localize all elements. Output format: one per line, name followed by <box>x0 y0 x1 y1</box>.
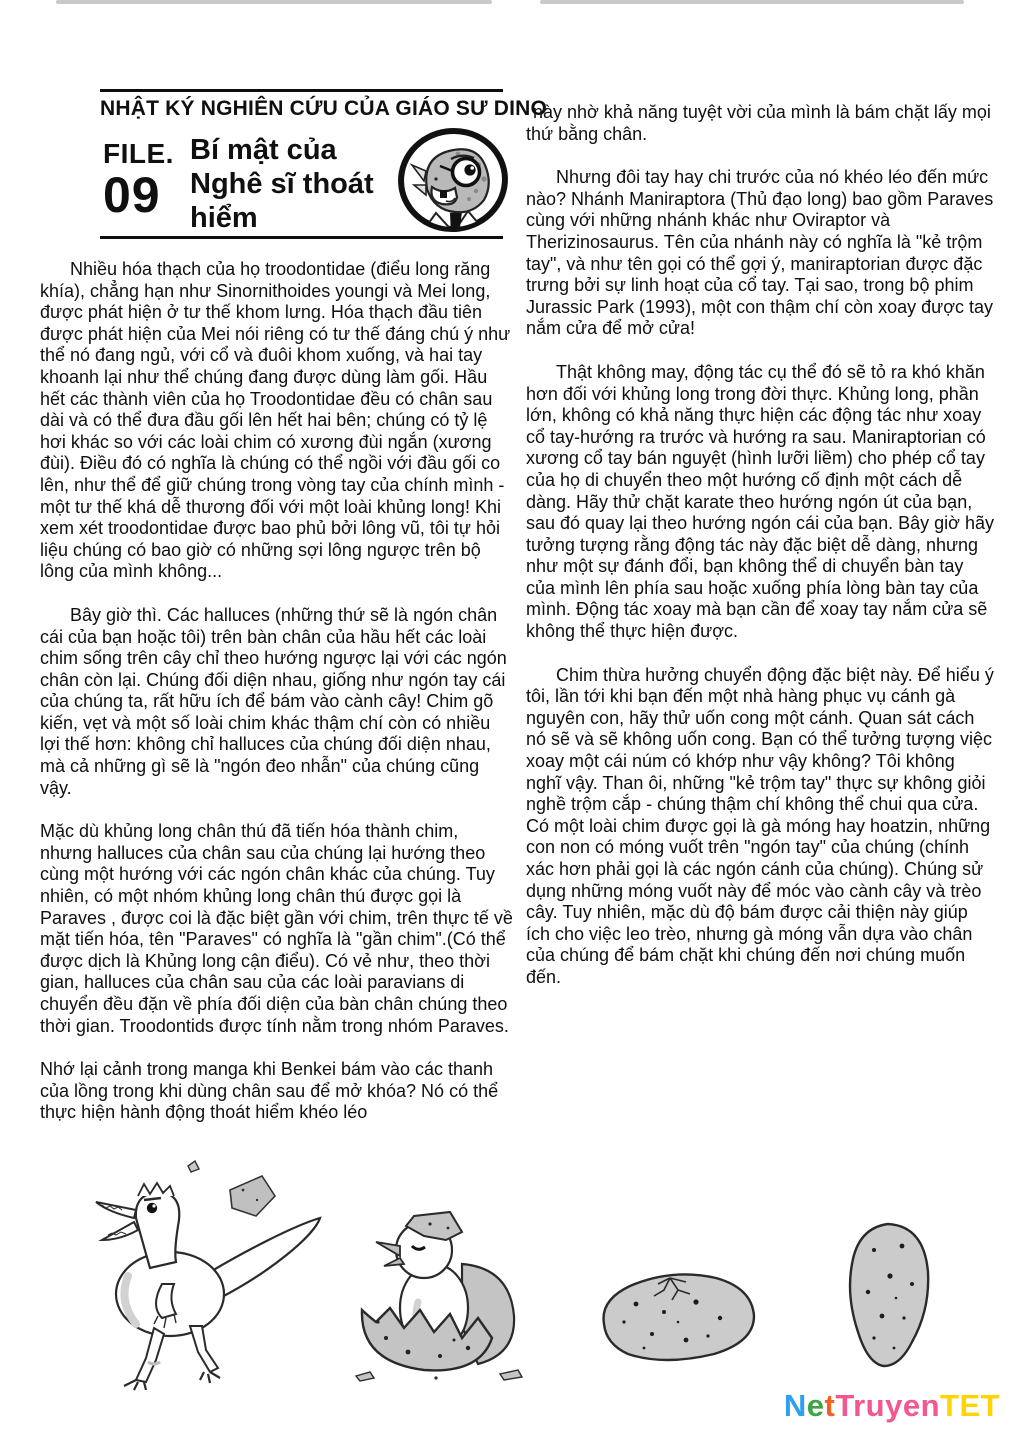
header-rule-bottom <box>100 236 503 239</box>
paragraph: Nhiều hóa thạch của họ troodontidae (điểu long răng khía), chẳng hạn như Sinornithoides youngi và Mei long, được phát hiện ở tư thế khom lưng. Hóa thạch đầu tiên được phát hiện của Mei nói riêng có tư thế đáng chú ý như thể nó đang ngủ, với cổ và đuôi khom xuống, và hai tay khoanh lại như thể chúng đang được dùng làm gối. Hầu hết các thành viên của họ Troodontidae đều có chân sau dài và có thể đưa đầu gối lên hết hai bên; chúng có tỷ lệ hơi khác so với các loài chim có xương đùi ngắn (xương đùi). Điều đó có nghĩa là chúng có thể ngồi với đầu gối co lên, như thể để giữ chúng trong vòng tay của chính mình - một tư thế khá dễ thương đối với một loài khủng long! Khi xem xét troodontidae được bao phủ bởi lông vũ, tôi tự hỏi liệu chúng có bao giờ có những sợi lông ngược trên bộ lông của mình không... <box>40 259 511 582</box>
top-page-bleed-right <box>540 0 964 4</box>
paragraph: Bây giờ thì. Các halluces (những thứ sẽ là ngón chân cái của bạn hoặc tôi) trên bàn chân của hầu hết các loài chim sống trên cây chỉ theo hướng ngược lại với các ngón chân còn lại. Chúng đối diện nhau, giống như ngón tay cái của chúng ta, rất hữu ích để bám vào cành cây! Chim gõ kiến, vẹt và một số loài chim khác thậm chí còn có nhiều lợi thế hơn: không chỉ halluces của chúng đối diện nhau, mà cả những gì sẽ là "ngón đeo nhẫn" của chúng cũng vậy. <box>40 604 507 798</box>
header-kicker: NHẬT KÝ NGHIÊN CỨU CỦA GIÁO SƯ DINO <box>100 97 548 120</box>
paragraph: Nhưng đôi tay hay chi trước của nó khéo léo đến mức nào? Nhánh Maniraptora (Thủ đạo long) bao gồm Paraves cùng với những nhánh khác như Oviraptor và Therizinosaurus. Tên của nhánh này có nghĩa là "kẻ trộm tay", và như tên gọi có thể gợi ý, maniraptorian được đặc trưng bởi sự linh hoạt của cổ tay. Tại sao, trong bộ phim Jurassic Park (1993), một con thậm chí còn xoay được tay nắm cửa để mở cửa! <box>526 167 994 339</box>
paragraph: Thật không may, động tác cụ thể đó sẽ tỏ ra khó khăn hơn đối với khủng long trong đời thực. Khủng long, phần lớn, không có khả năng thực hiện các động tác như xoay cổ tay-hướng ra trước và hướng ra sau. Maniraptorian có xương cổ tay bán nguyệt (hình lưỡi liềm) cho phép cổ tay của họ di chuyển theo một hướng cố định một cách dễ dàng. Hãy thử chặt karate theo hướng ngón út của bạn, sau đó quay lại theo hướng ngón cái của bạn. Bây giờ hãy tưởng tượng rằng động tác này đặc biệt dễ dàng, nhưng như một sự đánh đổi, bạn không thể di chuyển bàn tay của mình lên phía sau hoặc xuống phía lòng bàn tay của mình. Động tác xoay mà bạn cần để xoay tay nắm cửa sẽ không thể thực hiện được. <box>526 361 994 642</box>
cracked-egg-lying-illustration <box>594 1262 760 1373</box>
top-page-bleed-left <box>56 0 492 4</box>
professor-dino-mascot-icon <box>396 127 510 235</box>
speckled-egg-upright-illustration <box>838 1220 938 1375</box>
right-text-column <box>526 102 994 1011</box>
baby-troodontid-chick-illustration <box>58 1156 358 1397</box>
file-number: 09 <box>103 167 161 223</box>
paragraph: Chim thừa hưởng chuyển động đặc biệt này. Để hiểu ý tôi, lần tới khi bạn đến một nhà hàng phục vụ cánh gà nguyên con, hãy thử uốn cong một cánh. Quan sát cách nó sẽ và sẽ không uốn cong. Bạn có thể tưởng tượng việc xoay một cái núm có khớp như vậy không? Tôi không nghĩ vậy. Than ôi, những "kẻ trộm tay" thực sự không giỏi nghề trộm cắp - chúng thậm chí không thể chui qua cửa. Có một loài chim được gọi là gà móng hay hoatzin, những con non có móng vuốt trên "ngón tay" của chúng (chính xác hơn phải gọi là các ngón cánh của chúng). Chúng sử dụng những móng vuốt này để móc vào cành cây và trèo cây. Tuy nhiên, mặc dù độ bám được cải thiện này giúp ích cho việc leo trèo, nhưng gà móng vẫn dựa vào chân của chúng để bám chặt khi chúng đến nơi chúng muốn đến. <box>526 664 994 987</box>
page-title <box>190 134 400 236</box>
file-number-block <box>103 138 191 223</box>
page-title-line-1: Bí mật của <box>190 134 337 166</box>
file-label: FILE. <box>103 138 174 169</box>
hatchling-in-eggshell-illustration <box>350 1206 530 1389</box>
paragraph: Nhớ lại cảnh trong manga khi Benkei bám vào các thanh của lồng trong khi dùng chân sau để mở khóa? Nó có thể thực hiện hành động thoát hiểm khéo léo <box>40 1059 499 1123</box>
paragraph: Mặc dù khủng long chân thú đã tiến hóa thành chim, nhưng halluces của chân sau của chúng lại hướng theo cùng một hướng với các ngón chân khác của chúng. Tuy nhiên, có một nhóm khủng long chân thú được gọi là Paraves , được coi là đặc biệt gần với chim, trên thực tế về mặt tiến hóa, tên "Paraves" có nghĩa là "gần chim".(Có thể được dịch là Khủng long cận điểu). Có vẻ như, theo thời gian, halluces của chân sau của các loài paravians di chuyển đều đặn về phía đối diện của bàn chân chúng theo thời gian. Troodontids được tính nằm trong nhóm Paraves. <box>40 821 513 1036</box>
page-title-line-2: Nghê sĩ thoát <box>190 167 374 200</box>
paragraph: này nhờ khả năng tuyệt vời của mình là bám chặt lấy mọi thứ bằng chân. <box>526 102 991 144</box>
header-rule-top <box>100 89 503 92</box>
left-text-column <box>40 259 514 1146</box>
watermark-logo: NetTruyenTET <box>783 1388 1001 1423</box>
page-title-line-3: hiểm <box>190 201 258 234</box>
